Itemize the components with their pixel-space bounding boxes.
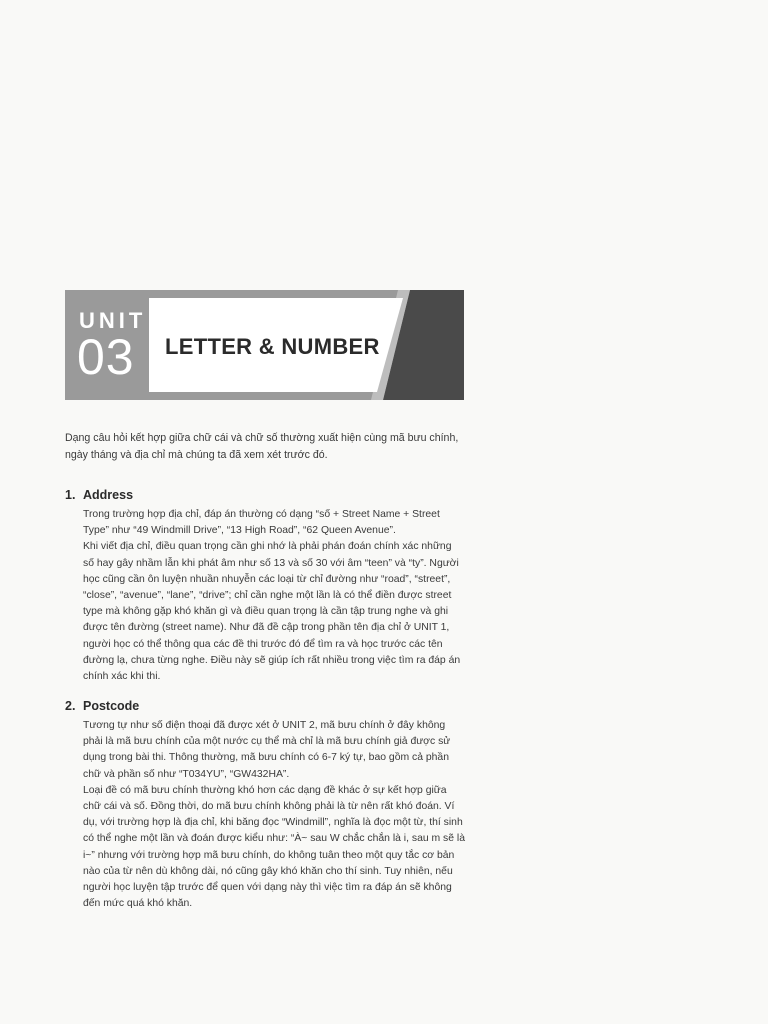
- section-title: Address: [83, 488, 134, 502]
- paragraph: Trong trường hợp địa chỉ, đáp án thường có dạng “số + Street Name + Street Type” như “49 Windmill Drive”, “13 High Road”, “62 Queen Avenue”.: [83, 509, 440, 537]
- section-address: [65, 487, 465, 685]
- section-postcode: [65, 698, 465, 912]
- section-body: [83, 507, 465, 685]
- section-body: [83, 718, 465, 912]
- paragraph: Khi viết địa chỉ, điều quan trọng cần ghi nhớ là phải phán đoán chính xác những số hay gây nhầm lẫn khi phát âm như số 13 và số 30 với âm “teen” và “ty”. Người học cũng cần ôn luyện nhuần nhuyễn các loại từ chỉ đường như “road”, “street”, “close”, “avenue”, “lane”, “drive”; chỉ cần nghe một lần là có thể điền được street type mà không gặp khó khăn gì và điều quan trọng là cần tập trung nghe và ghi được tên đường (street name). Như đã đề cập trong phần tên địa chỉ ở UNIT 1, người học có thể thông qua các đề thi trước đó để tìm ra và học trước các tên đường lạ, chưa từng nghe. Điều này sẽ giúp ích rất nhiều trong việc tìm ra đáp án chính xác khi thi.: [83, 541, 461, 683]
- section-heading: [65, 698, 465, 714]
- section-title: Postcode: [83, 699, 140, 713]
- intro-paragraph: Dạng câu hỏi kết hợp giữa chữ cái và chữ số thường xuất hiện cùng mã bưu chính, ngày tháng và địa chỉ mà chúng ta đã xem xét trước đó.: [65, 432, 459, 461]
- unit-number: 03: [77, 329, 135, 385]
- section-heading: [65, 487, 465, 503]
- unit-title: LETTER & NUMBER: [165, 334, 380, 359]
- paragraph: Loại đề có mã bưu chính thường khó hơn các dạng đề khác ở sự kết hợp giữa chữ cái và số. Đồng thời, do mã bưu chính không phải là từ nên rất khó đoán. Ví dụ, với trường hợp là địa chỉ, khi băng đọc “Windmill”, nghĩa là đọc một từ, thí sinh có thể nghe một lần và đoán được kiểu như: “À~ sau W chắc chắn là i, sau m sẽ là i~” nhưng với trường hợp mã bưu chính, do không tuân theo một quy tắc cơ bản nào của từ nên dù không dài, nó cũng gây khó khăn cho thí sinh. Tuy nhiên, nếu người học luyện tập trước để quen với dạng này thì việc tìm ra đáp án sẽ không đến mức quá khó khăn.: [83, 784, 466, 910]
- paragraph: Tương tự như số điện thoại đã được xét ở UNIT 2, mã bưu chính ở đây không phải là mã bưu chính của một nước cụ thể mà chỉ là mã bưu chính giả được sử dụng trong bài thi. Thông thường, mã bưu chính có 6-7 ký tự, bao gồm cả phần chữ và phần số như “T034YU”, “GW432HA”.: [83, 720, 451, 780]
- unit-label: UNIT: [79, 308, 147, 333]
- section-number: 1.: [65, 488, 76, 502]
- unit-banner: [65, 290, 464, 400]
- section-number: 2.: [65, 699, 76, 713]
